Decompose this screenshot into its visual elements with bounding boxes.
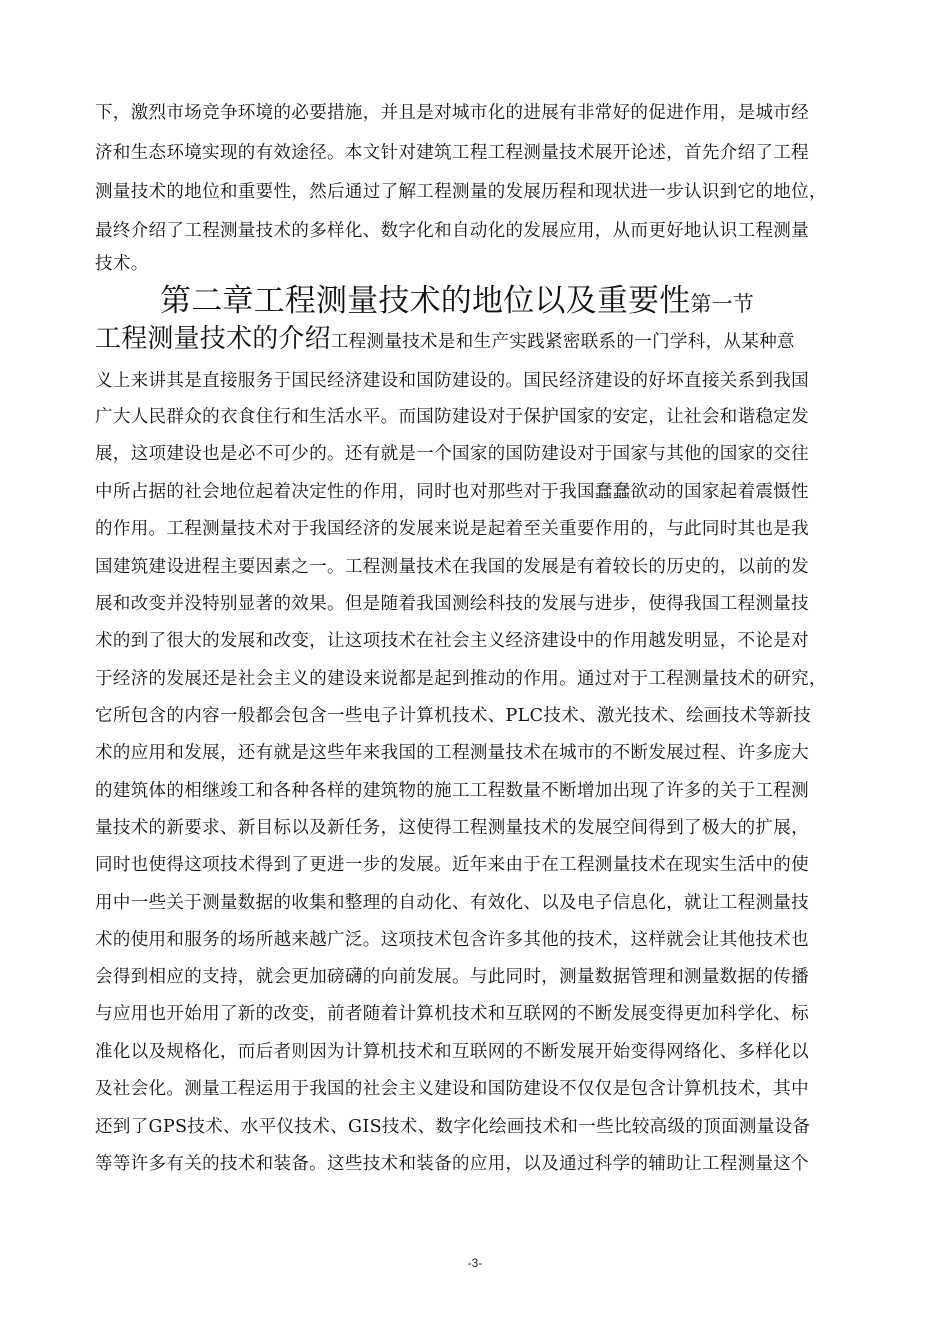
body-line: 于经济的发展还是社会主义的建设来说都是起到推动的作用。通过对于工程测量技术的研究， [95, 669, 827, 689]
body-line: 展和改变并没特别显著的效果。但是随着我国测绘科技的发展与进步，使得我国工程测量技 [95, 594, 809, 614]
body-line: 同时也使得这项技术得到了更进一步的发展。近年来由于在工程测量技术在现实生活中的使 [95, 855, 809, 875]
page-number: -3- [467, 1256, 483, 1270]
body-line: 及社会化。测量工程运用于我国的社会主义建设和国防建设不仅仅是包含计算机技术，其中 [95, 1079, 809, 1099]
body-line: 展，这项建设也是必不可少的。还有就是一个国家的国防建设对于国家与其他的国家的交往 [95, 444, 809, 464]
intro-line-3: 测量技术的地位和重要性，然后通过了解工程测量的发展历程和现状进一步认识到它的地位， [95, 182, 827, 202]
chapter-section-label: 第一节 [690, 292, 755, 316]
intro-line-4: 最终介绍了工程测量技术的多样化、数字化和自动化的发展应用，从而更好地认识工程测量 [95, 221, 809, 241]
body-line: 术的使用和服务的场所越来越广泛。这项技术包含许多其他的技术，这样就会让其他技术也 [95, 930, 809, 950]
body-line: 等等许多有关的技术和装备。这些技术和装备的应用，以及通过科学的辅助让工程测量这个 [95, 1154, 809, 1174]
intro-line-1: 下，激烈市场竞争环境的必要措施，并且是对城市化的进展有非常好的促进作用，是城市经 [95, 103, 809, 123]
body-line: 会得到相应的支持，就会更加磅礴的向前发展。与此同时，测量数据管理和测量数据的传播 [95, 967, 809, 987]
section-title: 工程测量技术的介绍 [95, 324, 331, 354]
section-first-line: 工程测量技术是和生产实践紧密联系的一门学科，从某种意 [330, 332, 795, 352]
body-line: 中所占据的社会地位起着决定性的作用，同时也对那些对于我国蠢蠢欲动的国家起着震慑性 [95, 482, 809, 502]
body-line: 的建筑体的相继竣工和各种各样的建筑物的施工工程数量不断增加出现了许多的关于工程测 [95, 781, 809, 801]
chapter-title: 第二章工程测量技术的地位以及重要性 [160, 283, 691, 319]
section-heading-line [95, 323, 795, 355]
body-line: 国建筑建设进程主要因素之一。工程测量技术在我国的发展是有着较长的历史的，以前的发 [95, 557, 809, 577]
body-line: 广大人民群众的衣食住行和生活水平。而国防建设对于保护国家的安定，让社会和谐稳定发 [95, 407, 809, 427]
body-line: 还到了GPS技术、水平仪技术、GIS技术、数字化绘画技术和一些比较高级的顶面测量设备 [95, 1117, 811, 1137]
body-line: 术的应用和发展，还有就是这些年来我国的工程测量技术在城市的不断发展过程、许多庞大 [95, 743, 809, 763]
chapter-heading [160, 283, 754, 319]
body-line: 术的到了很大的发展和改变，让这项技术在社会主义经济建设中的作用越发明显，不论是对 [95, 631, 809, 651]
intro-line-2: 济和生态环境实现的有效途径。本文针对建筑工程工程测量技术展开论述，首先介绍了工程 [95, 143, 809, 163]
body-line: 与应用也开始用了新的改变，前者随着计算机技术和互联网的不断发展变得更加科学化、标 [95, 1004, 809, 1024]
body-line: 量技术的新要求、新目标以及新任务，这使得工程测量技术的发展空间得到了极大的扩展， [95, 818, 809, 838]
body-line: 义上来讲其是直接服务于国民经济建设和国防建设的。国民经济建设的好坏直接关系到我国 [95, 371, 809, 391]
body-line: 的作用。工程测量技术对于我国经济的发展来说是起着至关重要作用的，与此同时其也是我 [95, 519, 809, 539]
body-line: 准化以及规格化，而后者则因为计算机技术和互联网的不断发展开始变得网络化、多样化以 [95, 1042, 809, 1062]
intro-line-5: 技术。 [95, 254, 149, 274]
body-line: 它所包含的内容一般都会包含一些电子计算机技术、PLC技术、激光技术、绘画技术等新技 [95, 706, 812, 726]
body-line: 用中一些关于测量数据的收集和整理的自动化、有效化、以及电子信息化，就让工程测量技 [95, 893, 809, 913]
